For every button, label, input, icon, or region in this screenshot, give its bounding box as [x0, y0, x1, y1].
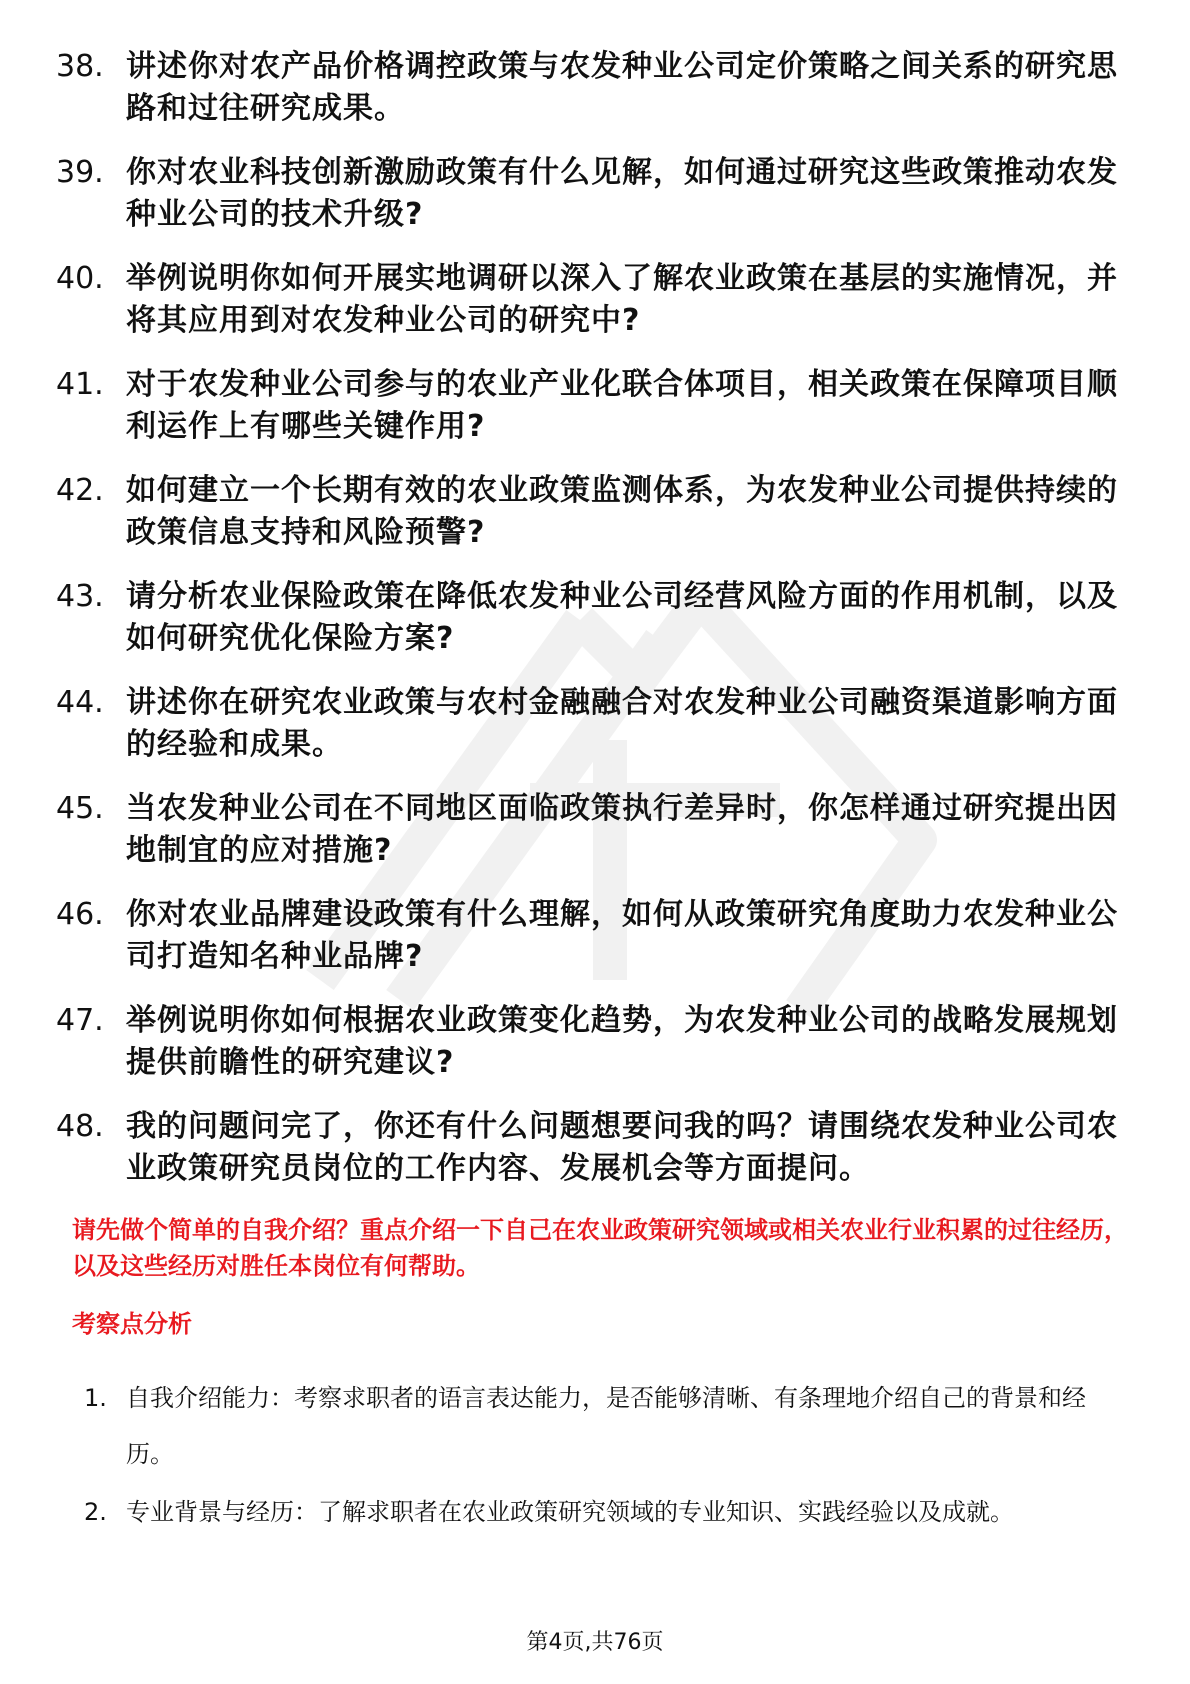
question-text: 举例说明你如何根据农业政策变化趋势，为农发种业公司的战略发展规划提供前瞻性的研究建议?	[126, 1003, 1118, 1080]
question-number: 39.	[56, 155, 104, 190]
page-footer: 第4页,共76页	[526, 1630, 664, 1655]
question-number: 42.	[56, 473, 104, 508]
question-number: 44.	[56, 685, 104, 720]
question-text: 当农发种业公司在不同地区面临政策执行差异时，你怎样通过研究提出因地制宜的应对措施?	[126, 791, 1118, 868]
question-number: 45.	[56, 791, 104, 826]
analysis-list	[84, 1370, 1129, 1542]
question-text: 如何建立一个长期有效的农业政策监测体系，为农发种业公司提供持续的政策信息支持和风险预警?	[126, 473, 1118, 550]
question-text: 讲述你对农产品价格调控政策与农发种业公司定价策略之间关系的研究思路和过往研究成果。	[126, 49, 1118, 126]
question-text: 举例说明你如何开展实地调研以深入了解农业政策在基层的实施情况，并将其应用到对农发种业公司的研究中?	[126, 261, 1118, 338]
question-text: 请分析农业保险政策在降低农发种业公司经营风险方面的作用机制，以及如何研究优化保险方案?	[126, 579, 1118, 656]
question-number: 40.	[56, 261, 104, 296]
analysis-title: 考察点分析	[72, 1310, 192, 1338]
question-text: 讲述你在研究农业政策与农村金融融合对农发种业公司融资渠道影响方面的经验和成果。	[126, 685, 1118, 762]
question-list	[56, 46, 1141, 1212]
analysis-number: 2.	[84, 1498, 107, 1526]
question-text: 我的问题问完了，你还有什么问题想要问我的吗？请围绕农发种业公司农业政策研究员岗位的工作内容、发展机会等方面提问。	[126, 1109, 1118, 1186]
analysis-text: 专业背景与经历：了解求职者在农业政策研究领域的专业知识、实践经验以及成就。	[126, 1498, 1014, 1526]
analysis-text: 自我介绍能力：考察求职者的语言表达能力，是否能够清晰、有条理地介绍自己的背景和经历。	[126, 1384, 1086, 1468]
question-item	[56, 788, 1141, 872]
question-item	[56, 894, 1141, 978]
question-number: 46.	[56, 897, 104, 932]
question-item	[56, 258, 1141, 342]
question-text: 对于农发种业公司参与的农业产业化联合体项目，相关政策在保障项目顺利运作上有哪些关键作用?	[126, 367, 1118, 444]
question-item	[56, 1000, 1141, 1084]
question-text: 你对农业科技创新激励政策有什么见解，如何通过研究这些政策推动农发种业公司的技术升级?	[126, 155, 1118, 232]
question-item	[56, 364, 1141, 448]
question-text: 你对农业品牌建设政策有什么理解，如何从政策研究角度助力农发种业公司打造知名种业品牌?	[126, 897, 1118, 974]
question-item	[56, 1106, 1141, 1190]
question-number: 48.	[56, 1109, 104, 1144]
analysis-number: 1.	[84, 1384, 107, 1412]
intro-question: 请先做个简单的自我介绍？重点介绍一下自己在农业政策研究领域或相关农业行业积累的过往经历，以及这些经历对胜任本岗位有何帮助。	[72, 1216, 1128, 1280]
question-number: 43.	[56, 579, 104, 614]
question-item	[56, 46, 1141, 130]
question-item	[56, 470, 1141, 554]
question-number: 41.	[56, 367, 104, 402]
question-number: 38.	[56, 49, 104, 84]
analysis-item	[84, 1484, 1129, 1540]
question-number: 47.	[56, 1003, 104, 1038]
analysis-item	[84, 1370, 1129, 1482]
question-item	[56, 152, 1141, 236]
question-item	[56, 682, 1141, 766]
question-item	[56, 576, 1141, 660]
